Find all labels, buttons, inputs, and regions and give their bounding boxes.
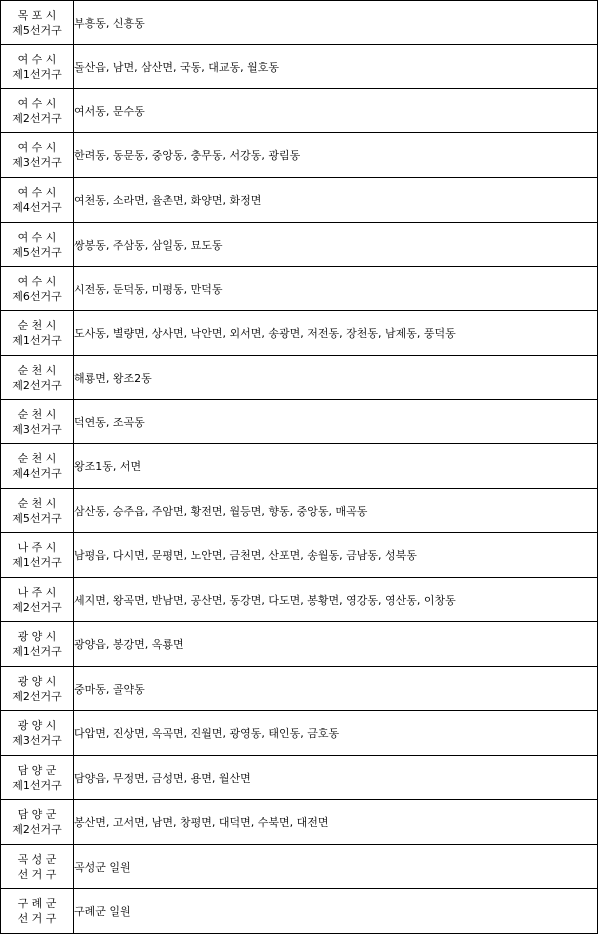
region-cell — [1, 622, 74, 667]
table-row — [1, 311, 598, 356]
district-name: 제1선거구 — [12, 645, 62, 658]
region-name: 순 천 시 — [17, 407, 57, 421]
region-name: 광 양 시 — [17, 630, 57, 643]
region-cell — [1, 444, 74, 489]
table-row — [1, 133, 598, 178]
region-name: 여 수 시 — [17, 274, 57, 288]
area-list-cell: 중마동, 골약동 — [74, 667, 598, 711]
region-cell — [1, 223, 74, 267]
table-row — [1, 178, 598, 223]
district-table-body — [1, 1, 598, 934]
region-cell — [1, 578, 74, 622]
district-name: 제3선거구 — [12, 422, 62, 436]
table-row — [1, 845, 598, 889]
district-name: 제2선거구 — [12, 689, 62, 703]
district-name: 제5선거구 — [12, 511, 62, 525]
area-list-cell: 시전동, 둔덕동, 미평동, 만덕동 — [74, 267, 598, 311]
region-cell — [1, 400, 74, 444]
district-name: 선 거 구 — [17, 912, 57, 925]
table-row — [1, 400, 598, 444]
table-row — [1, 756, 598, 800]
region-cell — [1, 489, 74, 533]
table-row — [1, 667, 598, 711]
region-name: 여 수 시 — [17, 186, 57, 199]
table-row — [1, 578, 598, 622]
district-name: 제4선거구 — [12, 467, 62, 480]
district-name: 제2선거구 — [12, 111, 62, 125]
region-cell — [1, 133, 74, 178]
area-list-cell: 도사동, 별량면, 상사면, 낙안면, 외서면, 송광면, 저전동, 장천동, 남제동, 풍덕동 — [74, 311, 598, 356]
region-cell — [1, 1, 74, 45]
area-list-cell: 곡성군 일원 — [74, 845, 598, 889]
table-row — [1, 356, 598, 400]
region-name: 여 수 시 — [17, 52, 57, 66]
table-row — [1, 889, 598, 934]
region-name: 목 포 시 — [17, 8, 57, 22]
region-name: 나 주 시 — [17, 585, 57, 599]
area-list-cell: 봉산면, 고서면, 남면, 창평면, 대덕면, 수북면, 대전면 — [74, 800, 598, 845]
table-row — [1, 45, 598, 89]
district-name: 선 거 구 — [17, 867, 57, 881]
area-list-cell: 쌍봉동, 주삼동, 삼일동, 묘도동 — [74, 223, 598, 267]
region-cell — [1, 45, 74, 89]
region-name: 여 수 시 — [17, 230, 57, 244]
region-name: 광 양 시 — [17, 719, 57, 732]
district-name: 제5선거구 — [12, 23, 62, 37]
region-cell — [1, 311, 74, 356]
region-cell — [1, 800, 74, 845]
region-name: 순 천 시 — [17, 319, 57, 332]
region-cell — [1, 356, 74, 400]
district-name: 제6선거구 — [12, 289, 62, 303]
table-row — [1, 711, 598, 756]
area-list-cell: 세지면, 왕곡면, 반남면, 공산면, 동강면, 다도면, 봉황면, 영강동, 영산동, 이창동 — [74, 578, 598, 622]
region-name: 광 양 시 — [17, 674, 57, 688]
area-list-cell: 해룡면, 왕조2동 — [74, 356, 598, 400]
region-name: 담 양 군 — [17, 808, 57, 821]
region-name: 담 양 군 — [17, 763, 57, 777]
area-list-cell: 왕조1동, 서면 — [74, 444, 598, 489]
area-list-cell: 구례군 일원 — [74, 889, 598, 934]
region-name: 여 수 시 — [17, 96, 57, 110]
area-list-cell: 여서동, 문수동 — [74, 89, 598, 133]
region-name: 여 수 시 — [17, 141, 57, 154]
region-cell — [1, 845, 74, 889]
region-name: 순 천 시 — [17, 496, 57, 510]
district-name: 제4선거구 — [12, 201, 62, 214]
region-name: 나 주 시 — [17, 541, 57, 554]
region-name: 구 례 군 — [17, 897, 57, 910]
district-name: 제3선거구 — [12, 734, 62, 747]
table-row — [1, 223, 598, 267]
region-name: 순 천 시 — [17, 363, 57, 377]
area-list-cell: 부흥동, 신흥동 — [74, 1, 598, 45]
table-row — [1, 489, 598, 533]
table-row — [1, 267, 598, 311]
region-name: 곡 성 군 — [17, 852, 57, 866]
district-name: 제2선거구 — [12, 823, 62, 836]
region-cell — [1, 178, 74, 223]
area-list-cell: 담양읍, 무정면, 금성면, 용면, 월산면 — [74, 756, 598, 800]
region-name: 순 천 시 — [17, 452, 57, 465]
area-list-cell: 덕연동, 조곡동 — [74, 400, 598, 444]
area-list-cell: 광양읍, 봉강면, 옥룡면 — [74, 622, 598, 667]
table-row — [1, 444, 598, 489]
area-list-cell: 돌산읍, 남면, 삼산면, 국동, 대교동, 월호동 — [74, 45, 598, 89]
table-row — [1, 800, 598, 845]
region-cell — [1, 267, 74, 311]
region-cell — [1, 756, 74, 800]
region-cell — [1, 667, 74, 711]
area-list-cell: 삼산동, 승주읍, 주암면, 황전면, 월등면, 향동, 중앙동, 매곡동 — [74, 489, 598, 533]
district-name: 제1선거구 — [12, 67, 62, 81]
district-name: 제1선거구 — [12, 334, 62, 347]
region-cell — [1, 711, 74, 756]
district-name: 제2선거구 — [12, 378, 62, 392]
region-cell — [1, 533, 74, 578]
district-name: 제3선거구 — [12, 156, 62, 169]
table-row — [1, 1, 598, 45]
region-cell — [1, 89, 74, 133]
district-name: 제1선거구 — [12, 778, 62, 792]
district-name: 제5선거구 — [12, 245, 62, 259]
table-row — [1, 89, 598, 133]
table-row — [1, 533, 598, 578]
district-name: 제1선거구 — [12, 556, 62, 569]
region-cell — [1, 889, 74, 934]
area-list-cell: 여천동, 소라면, 율촌면, 화양면, 화정면 — [74, 178, 598, 223]
area-list-cell: 남평읍, 다시면, 문평면, 노안면, 금천면, 산포면, 송월동, 금남동, 성북동 — [74, 533, 598, 578]
area-list-cell: 한려동, 동문동, 중앙동, 충무동, 서강동, 광림동 — [74, 133, 598, 178]
district-name: 제2선거구 — [12, 600, 62, 614]
area-list-cell: 다압면, 진상면, 옥곡면, 진월면, 광영동, 태인동, 금호동 — [74, 711, 598, 756]
table-row — [1, 622, 598, 667]
